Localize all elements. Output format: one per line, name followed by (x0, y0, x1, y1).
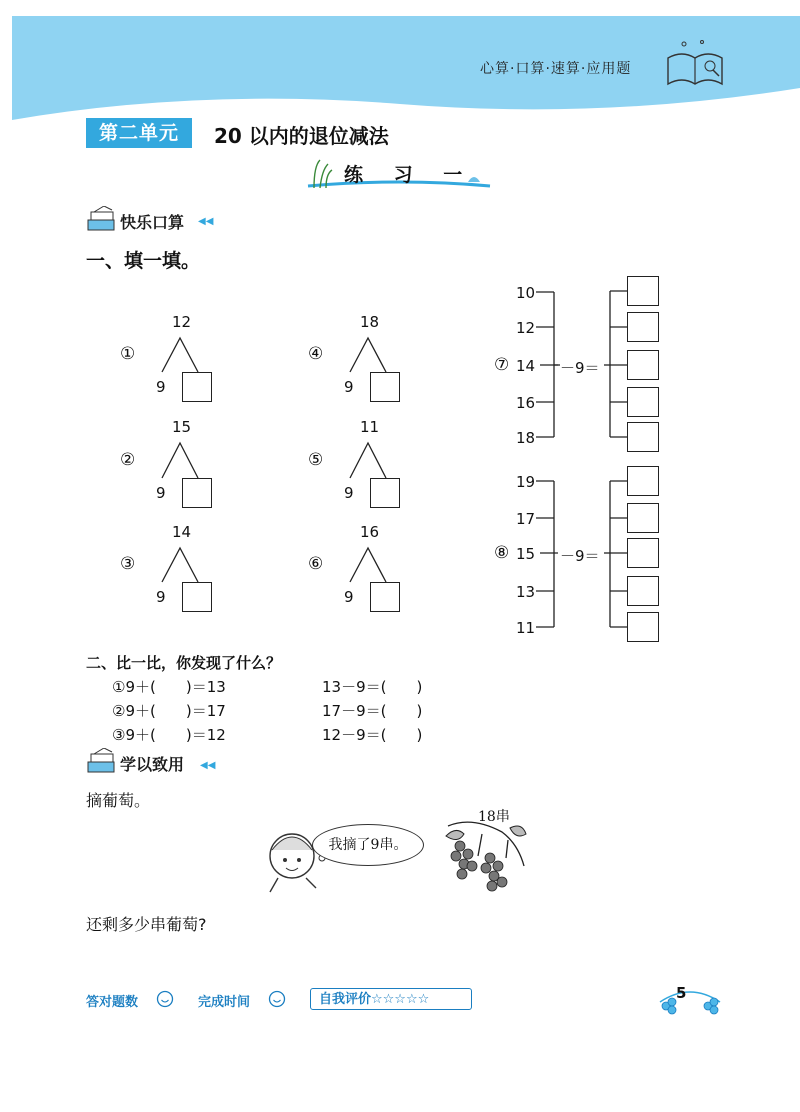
bracket8-number: 17 (516, 510, 536, 528)
bracket7-number: 18 (516, 429, 536, 447)
question-1-heading: 一、填一填。 (86, 250, 201, 272)
bracket8-answer-box[interactable] (627, 612, 659, 642)
tree-5-marker: ⑤ (308, 450, 324, 470)
tree-3-top: 14 (172, 523, 192, 541)
story-question: 还剩多少串葡萄? (86, 915, 207, 934)
bracket8-number: 15 (516, 545, 536, 563)
books-icon (86, 748, 118, 776)
correct-count-label: 答对题数 (86, 995, 139, 1010)
bracket8-answer-box[interactable] (627, 503, 659, 533)
smiley-icon (156, 990, 174, 1008)
bracket8-answer-box[interactable] (627, 466, 659, 496)
tree-3-left: 9 (156, 588, 166, 606)
bracket7-number: 12 (516, 319, 536, 337)
bracket7-number: 16 (516, 394, 536, 412)
lesson-title: 练 习 一 (344, 164, 475, 186)
tree-6-answer-box[interactable] (370, 582, 400, 612)
section-label-kousuan: 快乐口算 (120, 213, 185, 232)
tree-3-marker: ③ (120, 554, 136, 574)
bracket7-answer-box[interactable] (627, 350, 659, 380)
compare-row-left: ③9＋( )＝12 (112, 726, 226, 744)
series-title: 心算·口算·速算·应用题 (480, 61, 632, 77)
speech-bubble: 我摘了9串。 (312, 824, 424, 866)
tree-4-answer-box[interactable] (370, 372, 400, 402)
smiley-icon (268, 990, 286, 1008)
bracket7-number: 14 (516, 357, 536, 375)
tree-1-top: 12 (172, 313, 192, 331)
unit-title: 20 以内的退位减法 (214, 124, 389, 148)
compare-row-right: 13－9＝( ) (322, 678, 423, 696)
time-spent-label: 完成时间 (198, 995, 251, 1010)
bracket7-marker: ⑦ (494, 355, 510, 375)
question-2-heading: 二、比一比，你发现了什么？ (86, 654, 282, 672)
bracket8-marker: ⑧ (494, 543, 510, 563)
compare-row-right: 12－9＝( ) (322, 726, 423, 744)
tree-2-left: 9 (156, 484, 166, 502)
tree-2-marker: ② (120, 450, 136, 470)
tree-2-answer-box[interactable] (182, 478, 212, 508)
bracket8-answer-box[interactable] (627, 576, 659, 606)
story-title: 摘葡萄。 (86, 791, 151, 810)
unit-badge: 第二单元 (86, 118, 192, 148)
tree-6-marker: ⑥ (308, 554, 324, 574)
flower-decoration-icon (654, 978, 724, 1016)
tree-1-answer-box[interactable] (182, 372, 212, 402)
bracket8-operation: －9＝ (560, 547, 600, 565)
arrow-icon: ◀◀ (200, 760, 216, 771)
tree-5-left: 9 (344, 484, 354, 502)
grapes-count-label: 18串 (478, 809, 510, 825)
tree-3-answer-box[interactable] (182, 582, 212, 612)
compare-row-right: 17－9＝( ) (322, 702, 423, 720)
arrow-icon: ◀◀ (198, 216, 214, 227)
tree-1-marker: ① (120, 344, 136, 364)
tree-6-left: 9 (344, 588, 354, 606)
tree-5-answer-box[interactable] (370, 478, 400, 508)
tree-6-top: 16 (360, 523, 380, 541)
bracket7-answer-box[interactable] (627, 276, 659, 306)
bracket8-answer-box[interactable] (627, 538, 659, 568)
bracket7-answer-box[interactable] (627, 387, 659, 417)
tree-4-left: 9 (344, 378, 354, 396)
tree-4-top: 18 (360, 313, 380, 331)
tree-4-marker: ④ (308, 344, 324, 364)
bracket8-number: 19 (516, 473, 536, 491)
section-label-xueyizhiyong: 学以致用 (120, 755, 185, 774)
bracket8-number: 13 (516, 583, 536, 601)
tree-2-top: 15 (172, 418, 192, 436)
bracket7-number: 10 (516, 284, 536, 302)
tree-1-left: 9 (156, 378, 166, 396)
bracket7-answer-box[interactable] (627, 312, 659, 342)
bracket7-answer-box[interactable] (627, 422, 659, 452)
page-number: 5 (676, 984, 687, 1002)
bracket8-number: 11 (516, 619, 536, 637)
compare-row-left: ②9＋( )＝17 (112, 702, 226, 720)
tree-5-top: 11 (360, 418, 380, 436)
bracket7-operation: －9＝ (560, 359, 600, 377)
compare-row-left: ①9＋( )＝13 (112, 678, 226, 696)
self-evaluation-rating[interactable]: 自我评价☆☆☆☆☆ (310, 988, 472, 1010)
